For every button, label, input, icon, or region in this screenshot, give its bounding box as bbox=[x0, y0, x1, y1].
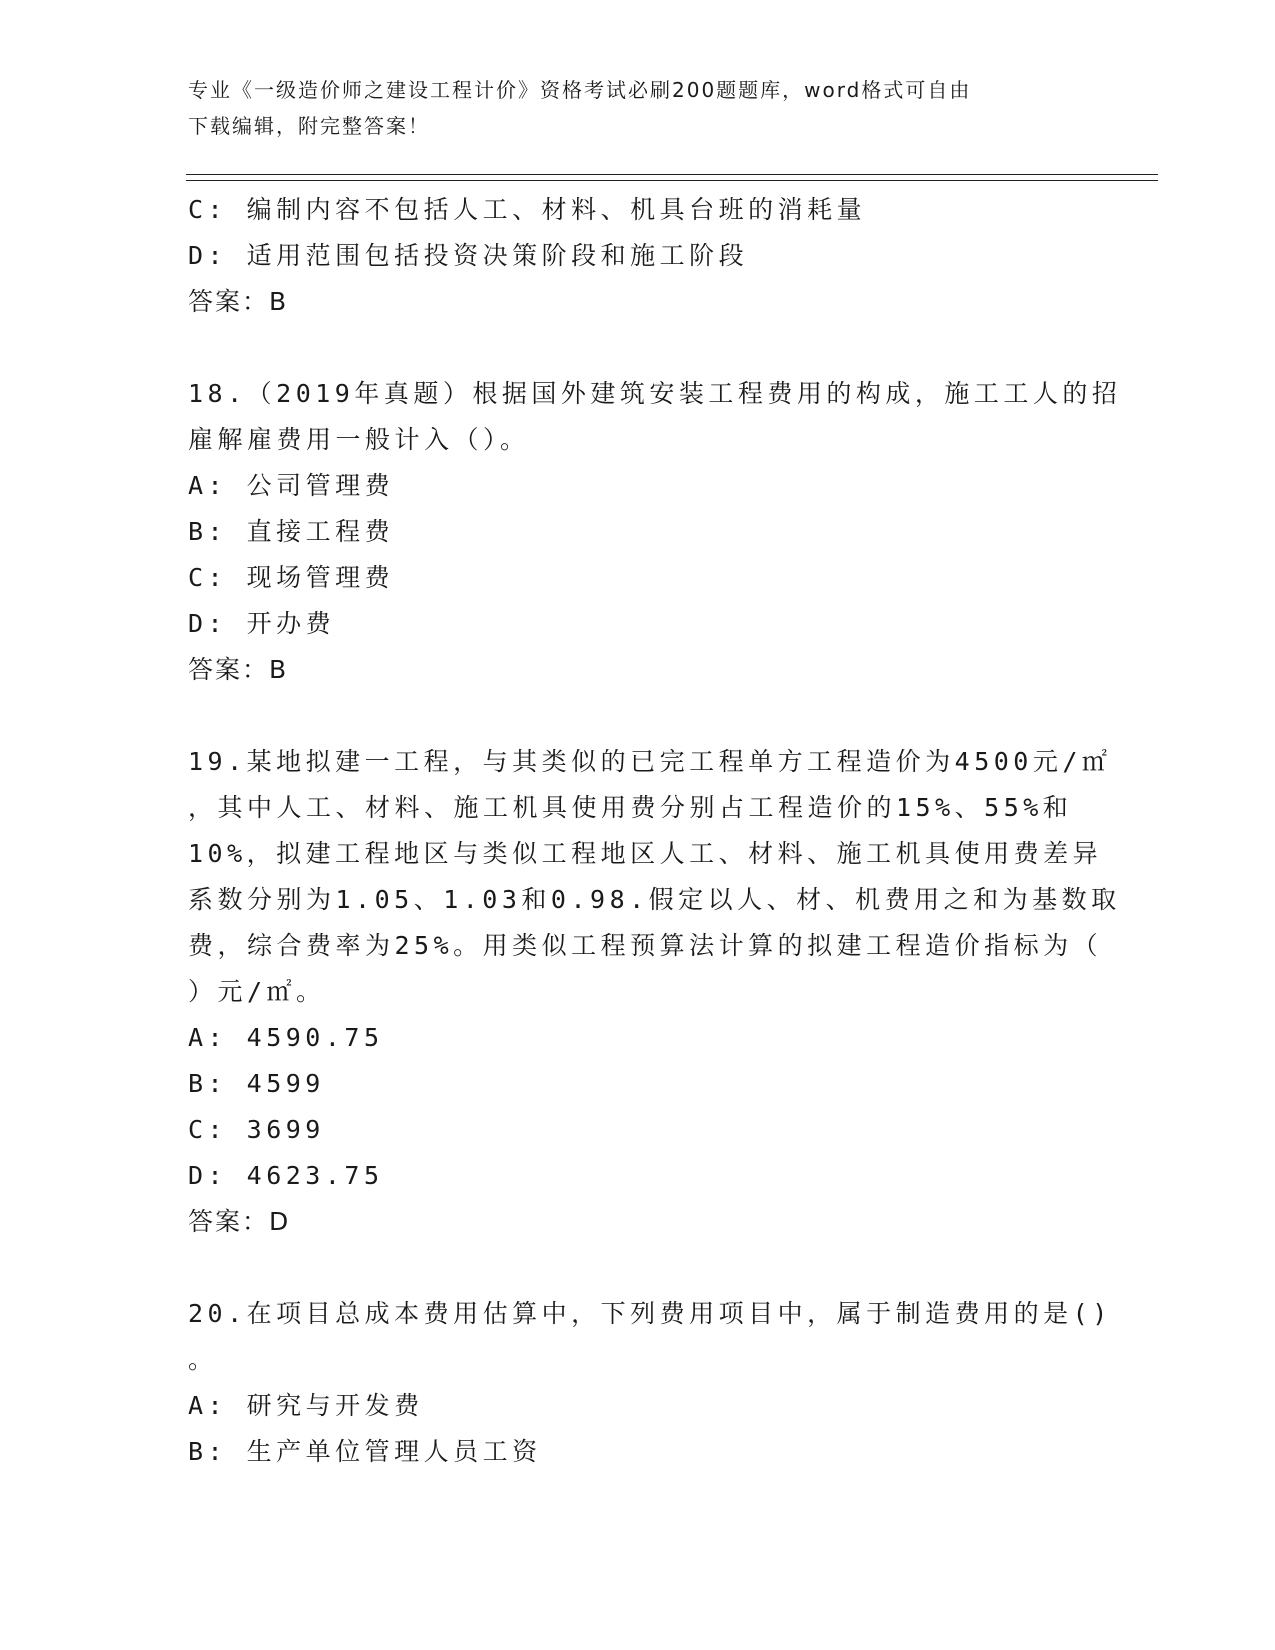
q19-stem-line-6: ）元/㎡。 bbox=[188, 977, 326, 1006]
header-line-2: 下载编辑，附完整答案！ bbox=[188, 114, 430, 138]
q17-option-c: C: 编制内容不包括人工、材料、机具台班的消耗量 bbox=[188, 195, 867, 224]
q18-option-d: D: 开办费 bbox=[188, 609, 336, 638]
q19-option-a: A: 4590.75 bbox=[188, 1023, 384, 1052]
document-header bbox=[188, 72, 1088, 144]
q18-option-b: B: 直接工程费 bbox=[188, 517, 395, 546]
q18-option-c: C: 现场管理费 bbox=[188, 563, 395, 592]
q19-stem-line-2: ，其中人工、材料、施工机具使用费分别占工程造价的15%、55%和 bbox=[188, 793, 1073, 822]
q19-stem-line-4: 系数分别为1.05、1.03和0.98.假定以人、材、机费用之和为基数取 bbox=[188, 885, 1121, 914]
q19-answer: 答案：D bbox=[188, 1207, 291, 1236]
q19-option-b: B: 4599 bbox=[188, 1069, 325, 1098]
header-divider-bottom bbox=[186, 180, 1158, 181]
spacer bbox=[188, 1245, 1108, 1291]
q19-stem-line-1: 19.某地拟建一工程，与其类似的已完工程单方工程造价为4500元/㎡ bbox=[188, 747, 1112, 776]
q19-stem-line-5: 费，综合费率为25%。用类似工程预算法计算的拟建工程造价指标为（ bbox=[188, 931, 1103, 960]
q18-answer: 答案：B bbox=[188, 655, 289, 684]
q20-option-a: A: 研究与开发费 bbox=[188, 1391, 424, 1420]
q19-option-d: D: 4623.75 bbox=[188, 1161, 384, 1190]
spacer bbox=[188, 325, 1108, 371]
q20-stem-line-2: 。 bbox=[188, 1345, 218, 1374]
header-divider-top bbox=[186, 174, 1158, 175]
q20-stem-line-1: 20.在项目总成本费用估算中，下列费用项目中，属于制造费用的是() bbox=[188, 1299, 1112, 1328]
q18-stem-line-2: 雇解雇费用一般计入（）。 bbox=[188, 425, 530, 454]
spacer bbox=[188, 693, 1108, 739]
q18-stem-line-1: 18.（2019年真题）根据国外建筑安装工程费用的构成，施工工人的招 bbox=[188, 379, 1122, 408]
q17-option-d: D: 适用范围包括投资决策阶段和施工阶段 bbox=[188, 241, 749, 270]
q19-option-c: C: 3699 bbox=[188, 1115, 325, 1144]
q20-option-b: B: 生产单位管理人员工资 bbox=[188, 1437, 542, 1466]
q17-answer: 答案：B bbox=[188, 287, 289, 316]
q18-option-a: A: 公司管理费 bbox=[188, 471, 395, 500]
document-body bbox=[188, 187, 1122, 1475]
q19-stem-line-3: 10%，拟建工程地区与类似工程地区人工、材料、施工机具使用费差异 bbox=[188, 839, 1103, 868]
header-line-1: 专业《一级造价师之建设工程计价》资格考试必刷200题题库，word格式可自由 bbox=[188, 78, 972, 102]
